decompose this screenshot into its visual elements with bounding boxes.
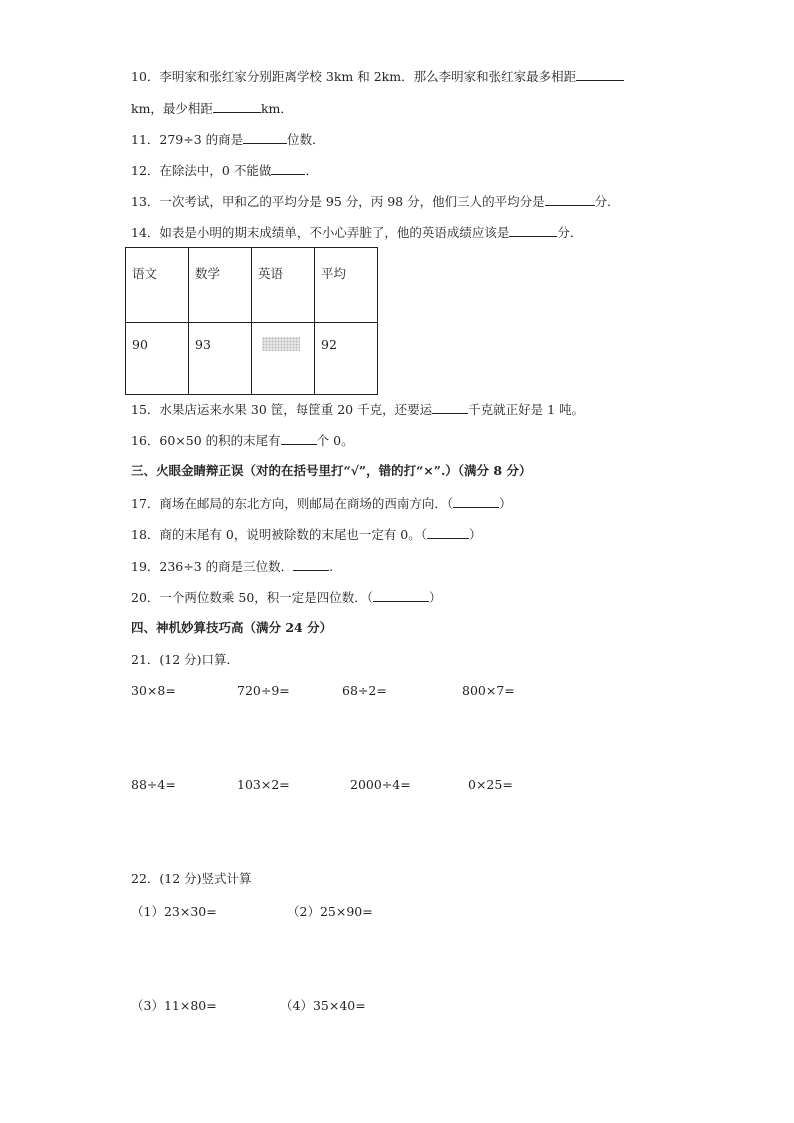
mental-calc-item: 68÷2= (342, 683, 387, 698)
question-10-line2 (131, 100, 293, 117)
question-20 (131, 589, 442, 606)
answer-blank[interactable] (509, 224, 557, 237)
question-16 (131, 432, 354, 449)
mental-calc-item: 88÷4= (131, 777, 176, 792)
q13-text-end: 分． (594, 194, 620, 209)
q12-text: 12．在除法中，0 不能做 (131, 163, 272, 178)
answer-blank[interactable] (453, 495, 499, 508)
score-table-value-row (126, 323, 378, 395)
question-14 (131, 224, 582, 241)
q19-text: 19．236÷3 的商是三位数． (131, 559, 294, 574)
mental-calc-item: 800×7= (462, 683, 515, 698)
mental-calc-item: 0×25= (468, 777, 513, 792)
q15-text-end: 千克就正好是 1 吨。 (468, 402, 585, 417)
header-english: 英语 (252, 248, 315, 323)
q16-text-end: 个 0。 (316, 433, 354, 448)
answer-blank[interactable] (545, 193, 595, 206)
header-average: 平均 (315, 248, 378, 323)
q17-text: 17．商场在邮局的东北方向，则邮局在商场的西南方向．（ (131, 496, 454, 511)
smudge-mark (262, 337, 300, 351)
q13-text: 13．一次考试，甲和乙的平均分是 95 分，丙 98 分，他们三人的平均分是 (131, 194, 545, 209)
q20-text: 20．一个两位数乘 50，积一定是四位数．（ (131, 590, 374, 605)
score-table-header-row (126, 248, 378, 323)
score-average: 92 (315, 323, 378, 395)
mental-calc-item: 103×2= (237, 777, 290, 792)
mental-calc-item: 30×8= (131, 683, 176, 698)
q11-text: 11．279÷3 的商是 (131, 132, 244, 147)
question-19 (131, 558, 333, 575)
answer-blank[interactable] (576, 68, 624, 81)
vertical-calc-item: （1）23×30= (131, 904, 217, 919)
question-15 (131, 401, 584, 418)
header-math: 数学 (189, 248, 252, 323)
q10-text-1: 10．李明家和张红家分别距离学校 3km 和 2km．那么李明家和张红家最多相距 (131, 69, 577, 84)
q20-text-end: ） (429, 590, 442, 605)
answer-blank[interactable] (243, 131, 287, 144)
score-math: 93 (189, 323, 252, 395)
q14-text-end: 分． (557, 225, 583, 240)
answer-blank[interactable] (373, 589, 429, 602)
answer-blank[interactable] (281, 432, 317, 445)
q10-text-3: km． (260, 101, 293, 116)
vertical-calc-item: （3）11×80= (131, 998, 217, 1013)
q19-text-end: . (329, 559, 334, 574)
score-table (125, 247, 378, 395)
question-21-title: 21．(12 分)口算． (131, 652, 240, 667)
mental-calc-item: 720÷9= (237, 683, 290, 698)
answer-blank[interactable] (432, 401, 468, 414)
question-17 (131, 495, 512, 512)
question-13 (131, 193, 620, 210)
answer-blank[interactable] (427, 526, 469, 539)
question-22-title: 22．(12 分)竖式计算 (131, 871, 252, 886)
answer-blank[interactable] (213, 100, 261, 113)
vertical-calc-item: （4）35×40= (280, 998, 366, 1013)
header-chinese: 语文 (126, 248, 189, 323)
question-10-line1 (131, 68, 624, 85)
q16-text: 16．60×50 的积的末尾有 (131, 433, 281, 448)
score-chinese: 90 (126, 323, 189, 395)
answer-blank[interactable] (293, 558, 329, 571)
q15-text: 15．水果店运来水果 30 筐，每筐重 20 千克，还要运 (131, 402, 433, 417)
answer-blank[interactable] (271, 162, 305, 175)
score-english-smudged (252, 323, 315, 395)
q18-text-end: ） (469, 527, 482, 542)
question-12 (131, 162, 318, 179)
q11-text-end: 位数． (287, 132, 325, 147)
section-3-heading: 三、火眼金睛辩正误（对的在括号里打“√”，错的打“×”.）（满分 8 分） (131, 463, 532, 478)
section-4-heading: 四、神机妙算技巧高（满分 24 分） (131, 620, 333, 635)
question-18 (131, 526, 482, 543)
question-11 (131, 131, 325, 148)
q10-text-2: km，最少相距 (131, 101, 213, 116)
mental-calc-item: 2000÷4= (350, 777, 411, 792)
q17-text-end: ） (499, 496, 512, 511)
q18-text: 18．商的末尾有 0，说明被除数的末尾也一定有 0。（ (131, 527, 428, 542)
q14-text: 14．如表是小明的期末成绩单，不小心弄脏了，他的英语成绩应该是 (131, 225, 510, 240)
q12-text-end: ． (305, 163, 318, 178)
vertical-calc-item: （2）25×90= (287, 904, 373, 919)
